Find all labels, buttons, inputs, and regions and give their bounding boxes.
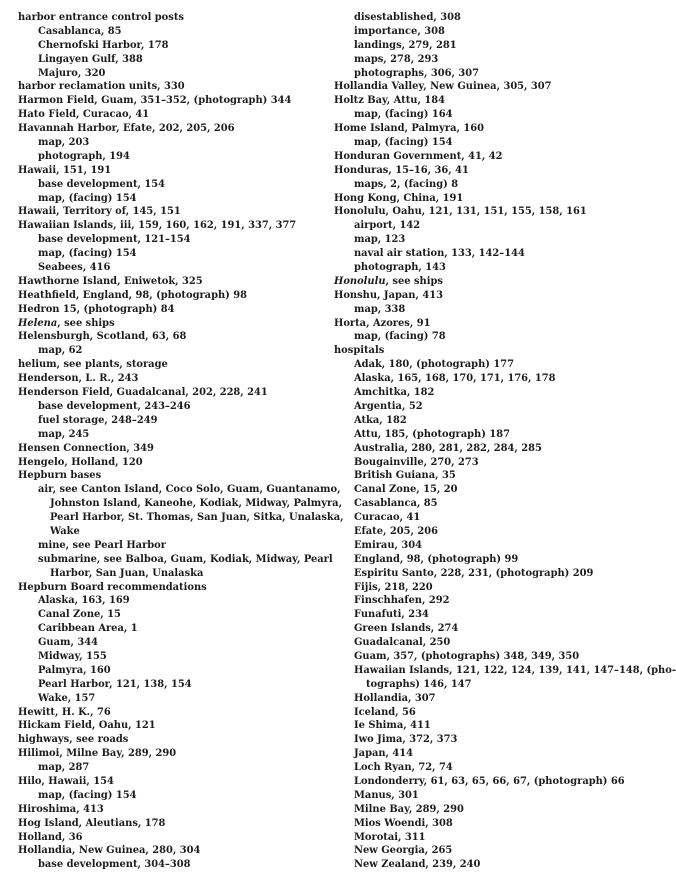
index-entry: Home Island, Palmyra, 160: [334, 123, 484, 135]
index-entry: Australia, 280, 281, 282, 284, 285: [354, 442, 542, 454]
index-entry: Hickam Field, Oahu, 121: [18, 720, 156, 732]
index-entry: Espiritu Santo, 228, 231, (photograph) 209: [354, 567, 594, 579]
index-entry: map, 123: [354, 234, 406, 246]
index-entry: Lingayen Gulf, 388: [38, 53, 143, 65]
index-entry: maps, 278, 293: [354, 53, 439, 65]
index-entry: Henderson, L. R., 243: [18, 373, 139, 385]
index-entry: Attu, 185, (photograph) 187: [354, 428, 510, 440]
index-entry: map, (facing) 164: [354, 109, 453, 121]
index-entry: map, 62: [38, 345, 83, 357]
index-entry: Pearl Harbor, 121, 138, 154: [38, 678, 192, 690]
index-entry: Manus, 301: [354, 789, 419, 801]
index-column-left: [18, 11, 344, 872]
index-entry: Amchitka, 182: [354, 387, 435, 399]
index-entry: importance, 308: [354, 25, 445, 37]
ship-name: Helena: [18, 317, 58, 329]
index-entry: Casablanca, 85: [354, 498, 438, 510]
index-entry: Pearl Harbor, St. Thomas, San Juan, Sitka, Unalaska,: [50, 512, 344, 524]
index-entry: Iwo Jima, 372, 373: [354, 734, 458, 746]
index-entry: base development, 243–246: [38, 400, 191, 412]
index-entry: map, 203: [38, 137, 90, 149]
index-entry: England, 98, (photograph) 99: [354, 553, 519, 565]
index-entry: Guam, 344: [38, 637, 98, 649]
index-entry: photograph, 194: [38, 150, 130, 162]
index-entry: map, (facing) 154: [38, 192, 137, 204]
index-entry: Holland, 36: [18, 831, 83, 843]
index-entry: Helensburgh, Scotland, 63, 68: [18, 331, 187, 343]
index-entry: Hawaii, 151, 191: [18, 164, 112, 176]
index-entry: map, (facing) 154: [38, 789, 137, 801]
index-entry: landings, 279, 281: [354, 39, 457, 51]
index-entry: Hawaiian Islands, iii, 159, 160, 162, 191, 337, 377: [18, 220, 297, 232]
index-entry: map, (facing) 154: [354, 137, 453, 149]
index-entry: map, 338: [354, 303, 406, 315]
index-entry: airport, 142: [354, 220, 421, 232]
index-entry: Honolulu, see ships: [334, 275, 443, 287]
index-entry: Henderson Field, Guadalcanal, 202, 228, 241: [18, 387, 268, 399]
index-entry: Honduras, 15–16, 36, 41: [334, 164, 469, 176]
index-entry: Honolulu, Oahu, 121, 131, 151, 155, 158, 161: [334, 206, 587, 218]
index-entry: Wake: [50, 525, 80, 537]
index-entry: base development, 154: [38, 178, 165, 190]
index-entry: disestablished, 308: [354, 12, 461, 23]
index-entry: photograph, 143: [354, 262, 446, 274]
index-entry: Casablanca, 85: [38, 25, 122, 37]
index-entry: highways, see roads: [18, 734, 129, 746]
index-entry: Canal Zone, 15: [38, 609, 121, 621]
index-entry: Midway, 155: [38, 650, 107, 662]
index-entry: photographs, 306, 307: [354, 67, 479, 79]
index-entry: map, (facing) 154: [38, 248, 137, 260]
index-entry: maps, 2, (facing) 8: [354, 178, 459, 190]
index-entry: map, 245: [38, 428, 90, 440]
index-entry: mine, see Pearl Harbor: [38, 539, 166, 551]
index-entry: Hilimoi, Milne Bay, 289, 290: [18, 748, 177, 760]
index-entry: Holtz Bay, Attu, 184: [334, 95, 445, 107]
index-entry: Hollandia Valley, New Guinea, 305, 307: [334, 81, 552, 93]
index-entry: Seabees, 416: [38, 262, 111, 274]
index-entry: Bougainville, 270, 273: [354, 456, 479, 468]
index-entry: map, 287: [38, 762, 90, 774]
index-entry: Hilo, Hawaii, 154: [18, 775, 114, 787]
index-entry: Hensen Connection, 349: [18, 442, 154, 454]
index-entry: Alaska, 165, 168, 170, 171, 176, 178: [354, 373, 556, 385]
index-entry: Guadalcanal, 250: [354, 637, 451, 649]
index-entry: base development, 304–308: [38, 859, 191, 871]
index-entry: harbor entrance control posts: [18, 12, 184, 23]
index-entry: Hong Kong, China, 191: [334, 192, 464, 204]
index-entry: Emirau, 304: [354, 539, 422, 551]
index-entry: Milne Bay, 289, 290: [354, 803, 464, 815]
index-entry: Efate, 205, 206: [354, 525, 438, 537]
index-entry: Ie Shima, 411: [354, 720, 431, 732]
index-entry: Hollandia, 307: [354, 692, 436, 704]
index-entry: Hato Field, Curacao, 41: [18, 109, 150, 121]
index-entry: Helena, see ships: [18, 317, 115, 329]
index-entry: Johnston Island, Kaneohe, Kodiak, Midway, Palmyra,: [50, 498, 343, 510]
index-entry: helium, see plants, storage: [18, 359, 168, 371]
index-entry: Hengelo, Holland, 120: [18, 456, 143, 468]
index-entry: Adak, 180, (photograph) 177: [354, 359, 514, 371]
index-entry: Heathfield, England, 98, (photograph) 98: [18, 289, 248, 301]
index-entry: Loch Ryan, 72, 74: [354, 762, 453, 774]
index-column-right: [334, 11, 676, 872]
index-entry: Hollandia, New Guinea, 280, 304: [18, 845, 201, 857]
ship-name: Honolulu: [334, 275, 386, 287]
index-entry: Havannah Harbor, Efate, 202, 205, 206: [18, 123, 235, 135]
index-entry: Mios Woendi, 308: [354, 817, 453, 829]
index-entry: Argentia, 52: [354, 400, 423, 412]
index-entry: Canal Zone, 15, 20: [354, 484, 458, 496]
index-entry: map, (facing) 78: [354, 331, 446, 343]
index-entry: Japan, 414: [354, 748, 414, 760]
index-entry: Funafuti, 234: [354, 609, 429, 621]
index-entry: Hewitt, H. K., 76: [18, 706, 111, 718]
index-entry: Londonderry, 61, 63, 65, 66, 67, (photograph) 66: [354, 775, 625, 787]
index-entry: naval air station, 133, 142–144: [354, 248, 525, 260]
index-entry: Palmyra, 160: [38, 664, 111, 676]
index-entry: Honshu, Japan, 413: [334, 289, 443, 301]
index-entry: Guam, 357, (photographs) 348, 349, 350: [354, 650, 580, 662]
index-entry: Hiroshima, 413: [18, 803, 104, 815]
index-entry: British Guiana, 35: [354, 470, 456, 482]
index-entry: Iceland, 56: [354, 706, 416, 718]
index-entry: Hepburn Board recommendations: [18, 581, 207, 593]
index-entry: Hawaii, Territory of, 145, 151: [18, 206, 181, 218]
index-entry: Alaska, 163, 169: [38, 595, 130, 607]
index-entry: Morotai, 311: [354, 831, 426, 843]
index-entry: tographs) 146, 147: [366, 678, 472, 690]
index-entry: harbor reclamation units, 330: [18, 81, 185, 93]
index-entry: Hawthorne Island, Eniwetok, 325: [18, 275, 203, 287]
index-entry: New Georgia, 265: [354, 845, 453, 857]
index-entry: Caribbean Area, 1: [38, 623, 138, 635]
index-entry: submarine, see Balboa, Guam, Kodiak, Midway, Pearl: [38, 553, 333, 565]
index-entry: Hepburn bases: [18, 470, 102, 482]
index-entry: Horta, Azores, 91: [334, 317, 431, 329]
index-entry: Hog Island, Aleutians, 178: [18, 817, 166, 829]
index-entry: Majuro, 320: [38, 67, 106, 79]
index-entry: fuel storage, 248–249: [38, 414, 158, 426]
index-entry: Atka, 182: [354, 414, 407, 426]
index-entry: Harmon Field, Guam, 351–352, (photograph) 344: [18, 95, 292, 107]
index-entry: Hedron 15, (photograph) 84: [18, 303, 175, 315]
index-entry: Harbor, San Juan, Unalaska: [50, 567, 204, 579]
index-entry: Green Islands, 274: [354, 623, 459, 635]
index-entry: New Zealand, 239, 240: [354, 859, 481, 871]
index-entry: Finschhafen, 292: [354, 595, 450, 607]
index-entry: Fijis, 218, 220: [354, 581, 433, 593]
index-entry: hospitals: [334, 345, 385, 357]
index-entry: Chernofski Harbor, 178: [38, 39, 169, 51]
index-entry: Wake, 157: [38, 692, 96, 704]
index-entry: Curacao, 41: [354, 512, 421, 524]
index-entry: Hawaiian Islands, 121, 122, 124, 139, 141, 147–148, (pho-: [354, 664, 676, 676]
index-entry: air, see Canton Island, Coco Solo, Guam, Guantanamo,: [38, 484, 341, 496]
index-entry: base development, 121–154: [38, 234, 191, 246]
index-entry: Honduran Government, 41, 42: [334, 150, 503, 162]
